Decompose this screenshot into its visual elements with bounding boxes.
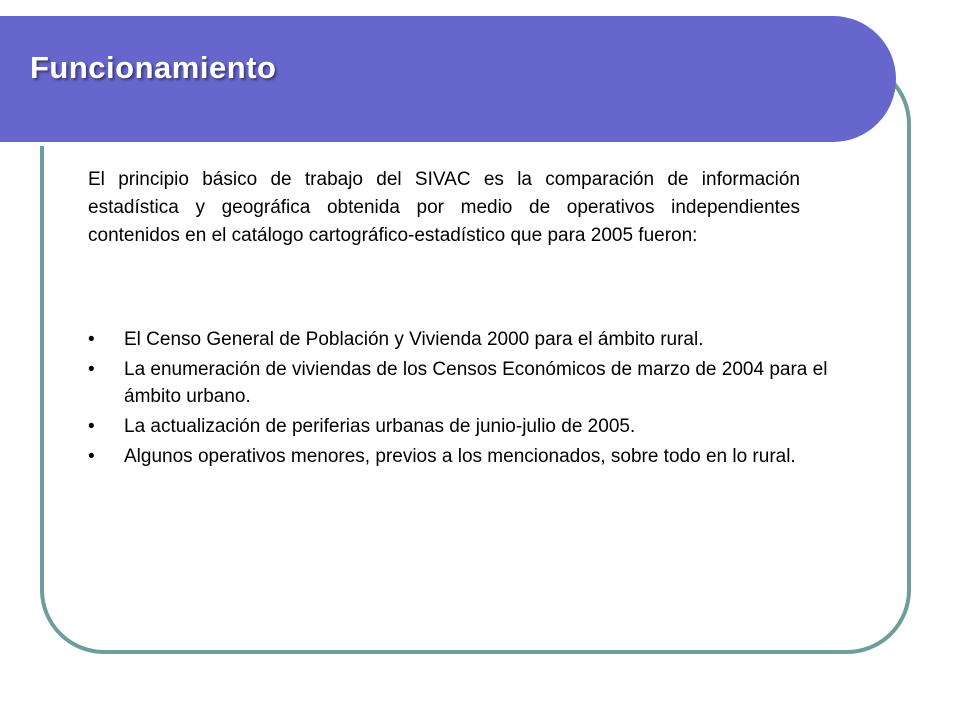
banner-divider	[0, 142, 848, 146]
list-item	[88, 443, 848, 470]
bullet-icon: •	[88, 446, 95, 467]
slide-title: Funcionamiento	[30, 50, 277, 85]
bullet-text: Algunos operativos menores, previos a los mencionados, sobre todo en lo rural.	[124, 446, 796, 467]
bullet-icon: •	[88, 329, 95, 350]
bullet-list	[88, 326, 848, 473]
bullet-icon: •	[88, 416, 95, 437]
list-item	[88, 326, 848, 353]
bullet-text: La enumeración de viviendas de los Censos Económicos de marzo de 2004 para el ámbito urbano.	[124, 359, 828, 407]
intro-paragraph: El principio básico de trabajo del SIVAC es la comparación de información estadística y geográfica obtenida por medio de operativos independientes contenidos en el catálogo cartográfico-estadístico que para 2005 fueron:	[88, 169, 800, 246]
list-item	[88, 413, 848, 440]
bullet-text: La actualización de periferias urbanas de junio-julio de 2005.	[124, 416, 636, 437]
bullet-icon: •	[88, 359, 95, 380]
list-item	[88, 356, 848, 410]
bullet-text: El Censo General de Población y Vivienda 2000 para el ámbito rural.	[124, 329, 704, 350]
